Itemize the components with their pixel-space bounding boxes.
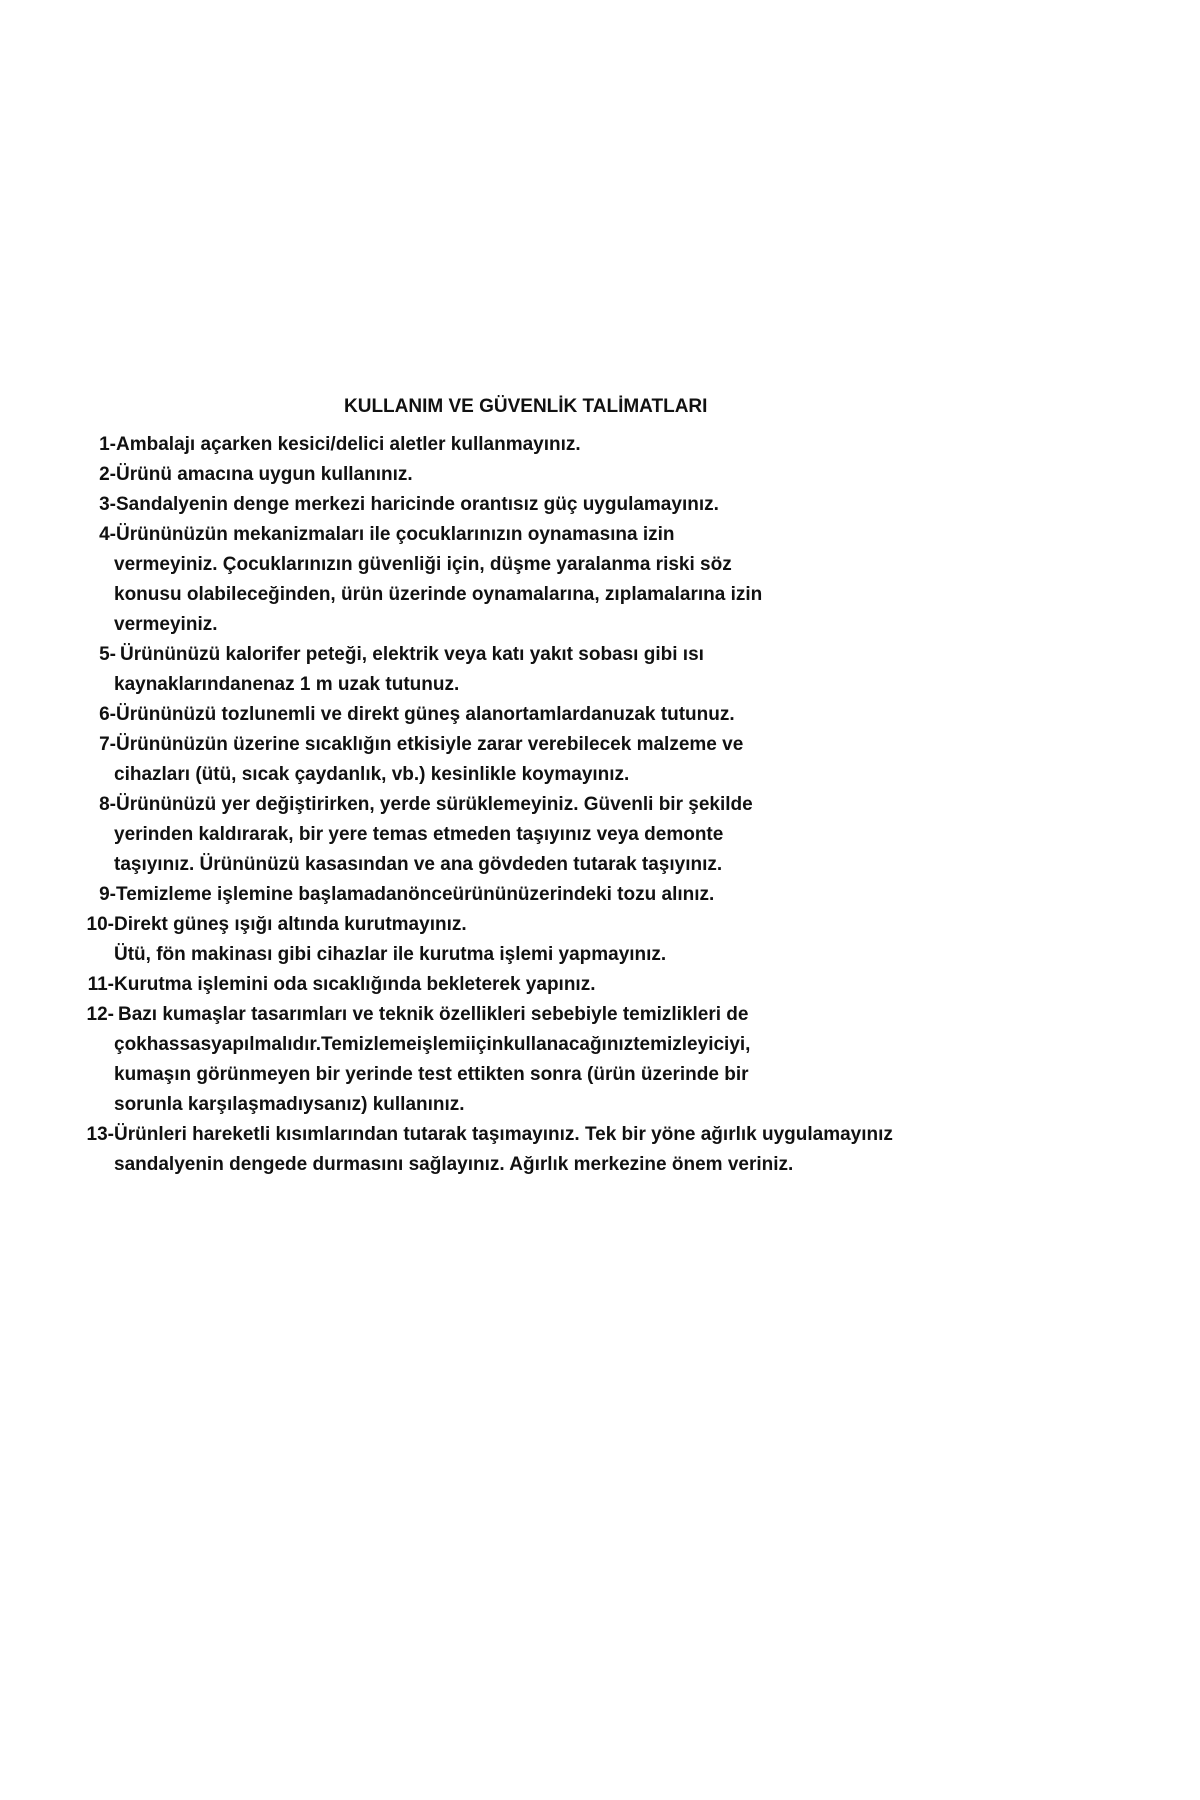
item-number: 6- (99, 704, 116, 725)
list-item (0, 460, 1200, 490)
item-text-continued: taşıyınız. Ürününüzü kasasından ve ana gövdeden tutarak taşıyınız. (114, 854, 723, 875)
list-item (0, 790, 1200, 880)
list-item (0, 520, 1200, 640)
list-item (0, 640, 1200, 700)
item-text: Temizleme işlemine başlamadanönceürününüzerindeki tozu alınız. (116, 884, 715, 905)
item-text-continued: kumaşın görünmeyen bir yerinde test ettikten sonra (ürün üzerinde bir (114, 1064, 749, 1085)
item-number: 12- (86, 1004, 114, 1025)
item-number: 11- (87, 974, 114, 995)
item-text: Ambalajı açarken kesici/delici aletler kullanmayınız. (116, 434, 581, 455)
item-number: 5- (99, 644, 116, 665)
list-item (0, 970, 1200, 1000)
item-text: Ürününüzü yer değiştirirken, yerde sürüklemeyiniz. Güvenli bir şekilde (116, 794, 753, 815)
item-text: Ürünleri hareketli kısımlarından tutarak taşımayınız. Tek bir yöne ağırlık uygulamayınız (114, 1124, 893, 1145)
list-item (0, 430, 1200, 460)
item-text-continued: Ütü, fön makinası gibi cihazlar ile kurutma işlemi yapmayınız. (114, 944, 667, 965)
instructions-list (0, 430, 1200, 1180)
item-text-continued: cihazları (ütü, sıcak çaydanlık, vb.) kesinlikle koymayınız. (114, 764, 630, 785)
item-number: 2- (99, 464, 116, 485)
item-text-continued: sorunla karşılaşmadıysanız) kullanınız. (114, 1094, 465, 1115)
item-text: Ürününüzü kalorifer peteği, elektrik veya katı yakıt sobası gibi ısı (120, 644, 704, 665)
item-text: Direkt güneş ışığı altında kurutmayınız. (114, 914, 467, 935)
item-number: 4- (99, 524, 116, 545)
instructions-document (0, 392, 1200, 1180)
item-text: Ürününüzün mekanizmaları ile çocuklarınızın oynamasına izin (116, 524, 675, 545)
item-number: 13- (86, 1124, 114, 1145)
item-text: Ürününüzün üzerine sıcaklığın etkisiyle zarar verebilecek malzeme ve (116, 734, 744, 755)
item-text: Ürününüzü tozlunemli ve direkt güneş alanortamlardanuzak tutunuz. (116, 704, 735, 725)
item-text: Ürünü amacına uygun kullanınız. (116, 464, 413, 485)
item-text-continued: vermeyiniz. (114, 614, 218, 635)
item-number: 1- (99, 434, 116, 455)
item-text-continued: yerinden kaldırarak, bir yere temas etmeden taşıyınız veya demonte (114, 824, 724, 845)
item-text-continued: çokhassasyapılmalıdır.Temizlemeişlemiiçinkullanacağınıztemizleyiciyi, (114, 1034, 751, 1055)
list-item (0, 1000, 1200, 1120)
item-number: 9- (99, 884, 116, 905)
item-text-continued: vermeyiniz. Çocuklarınızın güvenliği için, düşme yaralanma riski söz (114, 554, 732, 575)
list-item (0, 880, 1200, 910)
list-item (0, 490, 1200, 520)
item-text: Kurutma işlemini oda sıcaklığında bekleterek yapınız. (114, 974, 596, 995)
item-text: Sandalyenin denge merkezi haricinde orantısız güç uygulamayınız. (116, 494, 719, 515)
item-text-continued: sandalyenin dengede durmasını sağlayınız. Ağırlık merkezine önem veriniz. (114, 1154, 794, 1175)
item-number: 8- (99, 794, 116, 815)
list-item (0, 1120, 1200, 1180)
list-item (0, 910, 1200, 970)
item-text-continued: kaynaklarındanenaz 1 m uzak tutunuz. (114, 674, 460, 695)
item-text-continued: konusu olabileceğinden, ürün üzerinde oynamalarına, zıplamalarına izin (114, 584, 763, 605)
list-item (0, 730, 1200, 790)
item-number: 7- (99, 734, 116, 755)
list-item (0, 700, 1200, 730)
document-title: KULLANIM VE GÜVENLİK TALİMATLARI (344, 396, 708, 417)
item-number: 10- (86, 914, 114, 935)
item-number: 3- (99, 494, 116, 515)
item-text: Bazı kumaşlar tasarımları ve teknik özellikleri sebebiyle temizlikleri de (118, 1004, 749, 1025)
